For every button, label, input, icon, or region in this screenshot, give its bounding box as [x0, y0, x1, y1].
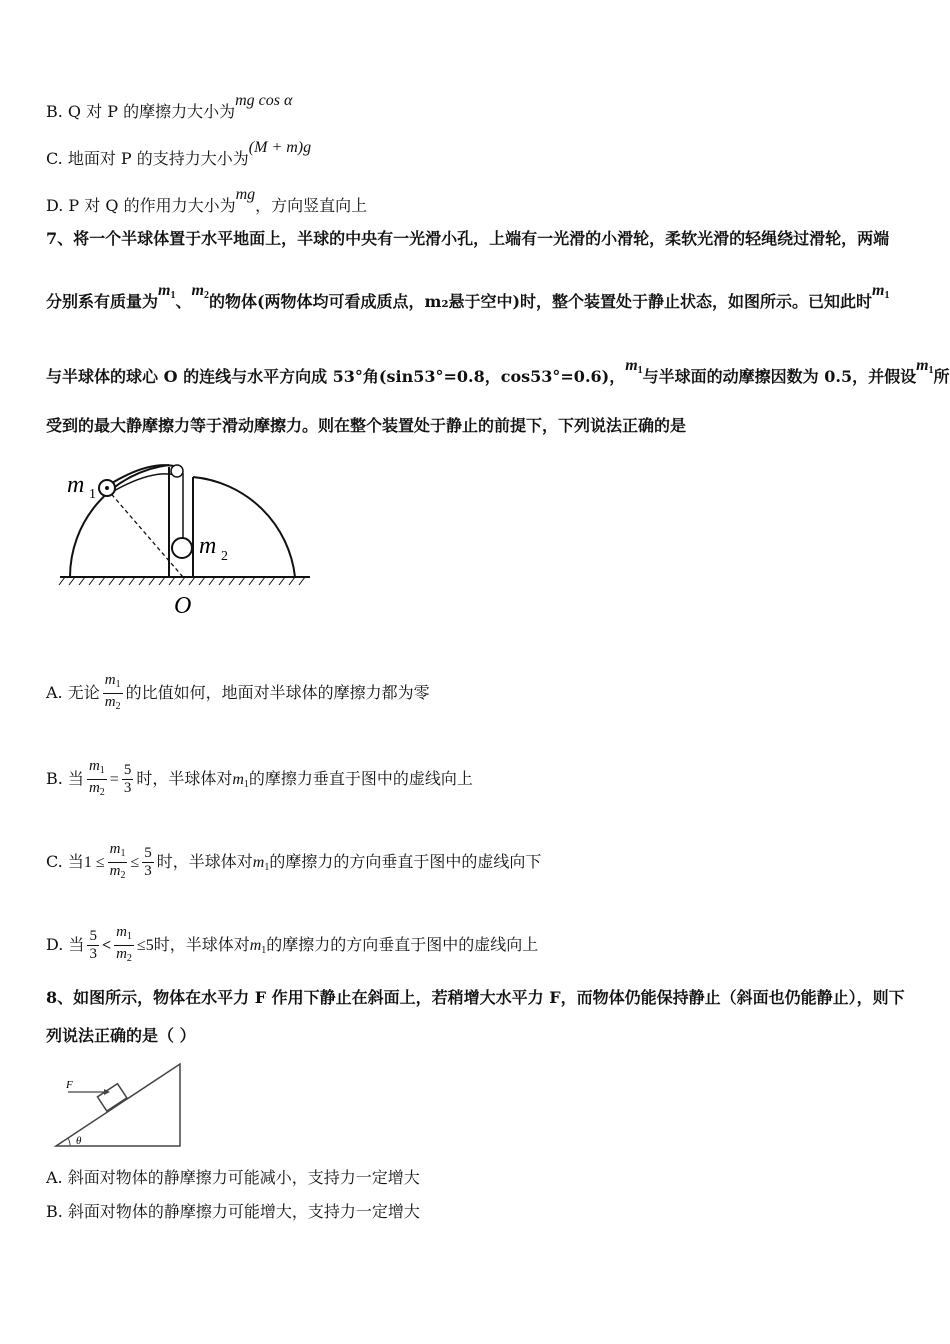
- svg-text:1: 1: [89, 487, 96, 502]
- svg-text:2: 2: [221, 549, 228, 564]
- q7-fig-label-o: O: [174, 593, 192, 619]
- q7-stem-line3: 与半球体的球心 O 的连线与水平方向成 53°角(sin53°=0.8，cos53°=0.6)，$m_1$与半球面的动摩擦因数为 0.5，并假设$m_1$所: [46, 357, 950, 386]
- q7-stem-line4: 受到的最大静摩擦力等于滑动摩擦力。则在整个装置处于静止的前提下，下列说法正确的是: [46, 416, 687, 435]
- q8-incline-figure: [50, 1058, 190, 1153]
- q6-option-b: B. Q 对 P 的摩擦力大小为mg cos α: [46, 92, 293, 121]
- q7-stem-line2: 分别系有质量为$m_1$、$m_2$的物体(两物体均可看成质点，m₂悬于空中)时，整个装置处于静止状态，如图所示。已知此时$m_1$: [46, 282, 890, 311]
- q6-option-d: D. P 对 Q 的作用力大小为mg，方向竖直向上: [46, 186, 368, 215]
- q7-option-d: D. 当 $\frac{5}{3}$ < $\frac{m_1}{m_2}$ ≤5时，半球体对$m_1$的摩擦力的方向垂直于图中的虚线向上: [46, 924, 539, 964]
- q7-stem-line1: 7、将一个半球体置于水平地面上，半球的中央有一光滑小孔，上端有一光滑的小滑轮，柔软光滑的轻绳绕过滑轮，两端: [46, 229, 890, 248]
- q6-option-c: C. 地面对 P 的支持力大小为(M + m)g: [46, 139, 312, 168]
- q8-fig-label-f: F: [66, 1079, 73, 1091]
- q8-stem-line2: 列说法正确的是（ ）: [46, 1026, 196, 1045]
- q8-fig-label-theta: θ: [76, 1135, 82, 1147]
- ratio-m1-m2: $\frac{m_1}{m_2}$: [104, 672, 121, 712]
- q6-option-b-math: mg cos α: [235, 92, 293, 109]
- q6-option-c-math: (M + m)g: [248, 139, 312, 156]
- q7-option-b: B. 当 $\frac{m_1}{m_2}$ = $\frac{5}{3}$ 时，半球体对$m_1$的摩擦力垂直于图中的虚线向上: [46, 758, 473, 798]
- q8-option-a: A. 斜面对物体的静摩擦力可能减小，支持力一定增大: [46, 1168, 420, 1187]
- q7-fig-label-m1: m: [67, 472, 85, 498]
- q6-option-d-math: mg: [235, 186, 256, 203]
- q7-option-a: A. 无论 $\frac{m_1}{m_2}$ 的比值如何，地面对半球体的摩擦力都为零: [46, 672, 430, 715]
- q8-option-b: B. 斜面对物体的静摩擦力可能增大，支持力一定增大: [46, 1202, 420, 1221]
- q8-stem-line1: 8、如图所示，物体在水平力 F 作用下静止在斜面上，若稍增大水平力 F，而物体仍能保持静止（斜面也仍能静止），则下: [46, 988, 905, 1007]
- q7-fig-label-m2: m: [199, 533, 217, 559]
- q7-option-c: C. 当1 ≤ $\frac{m_1}{m_2}$ ≤ $\frac{5}{3}$ 时，半球体对$m_1$的摩擦力的方向垂直于图中的虚线向下: [46, 841, 542, 881]
- q7-hemisphere-figure: [55, 455, 325, 625]
